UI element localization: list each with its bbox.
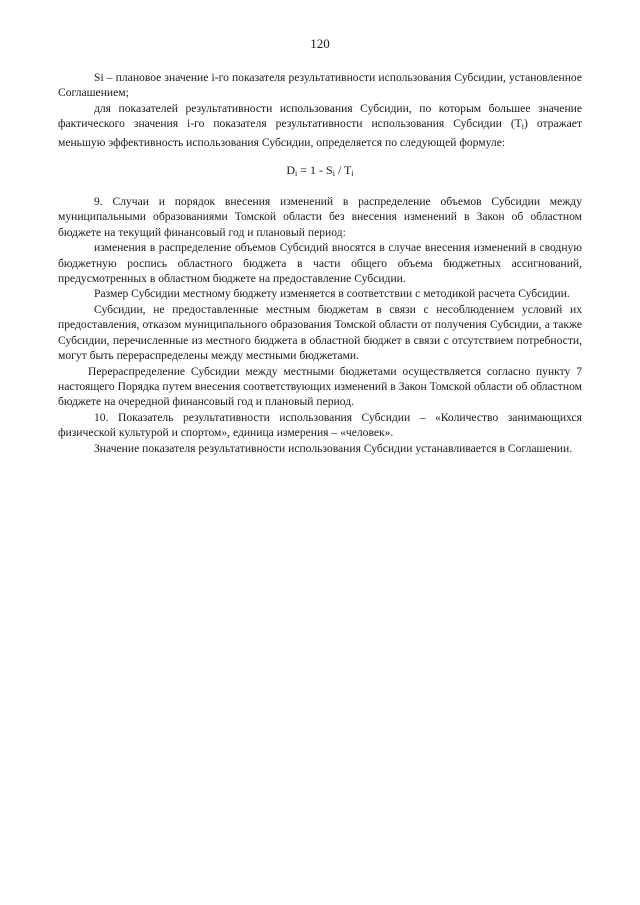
paragraph-10: 10. Показатель результативности использования Субсидии – «Количество занимающихся физической культурой и спортом», единица измерения – «человек». [58,410,582,440]
document-page [58,36,582,456]
paragraph-size: Размер Субсидии местному бюджету изменяется в соответствии с методикой расчета Субсидии. [94,287,570,301]
formula-di [58,162,582,182]
paragraph-redistribution: Перераспределение Субсидии между местными бюджетами осуществляется согласно пункту 7 настоящего Порядка путем внесения соответствующих изменений в Закон Томской области об областном бюджете на очередной финансовый год и плановый период. [58,364,582,409]
paragraph-indicator-value: Значение показателя результативности использования Субсидии устанавливается в Соглашении. [94,441,573,455]
efficiency-rule-text: для показателей результативности использования Субсидии, по которым большее значение фактического значения i-го показателя результативности использования Субсидии (T [58,101,582,131]
formula-div: / T [334,163,352,178]
paragraph-unused-subsidies: Субсидии, не предоставленные местным бюджетам в связи с несоблюдением условий их предоставления, отказом муниципального образования Томской области от получения Субсидии, а также Субсидии, перечисленные из местного бюджета в областной бюджет в связи с отсутствием потребности, могут быть перераспределены между местными бюджетами. [58,302,582,363]
page-number: 120 [310,36,330,51]
formula-eq: = 1 - S [297,163,333,178]
formula-t-sub: i [351,169,354,179]
formula-d: D [286,163,296,178]
efficiency-rule-continuation: меньшую эффективность использования Субсидии, определяется по следующей формуле: [58,135,506,149]
paragraph-changes: изменения в распределение объемов Субсидий вносятся в случае внесения изменений в сводную бюджетную роспись областного бюджета в части общего объема бюджетных ассигнований, предусмотренных в областном бюджете на предоставление Субсидии. [58,241,582,286]
paragraph-efficiency-rule [58,101,582,150]
ti-subscript: i [521,122,524,132]
paragraph-9: 9. Случаи и порядок внесения изменений в распределение объемов Субсидии между муниципальными образованиями Томской области без внесения изменений в Закон об областном бюджете на текущий финансовый год и плановый период: [58,195,582,239]
paragraph-si-definition: Si – плановое значение i-го показателя результативности использования Субсидии, установленное Соглашением; [58,71,582,100]
formula-d-sub: i [295,169,298,179]
formula-s-sub: i [332,169,335,179]
efficiency-rule-after: ) отражает [524,117,582,131]
